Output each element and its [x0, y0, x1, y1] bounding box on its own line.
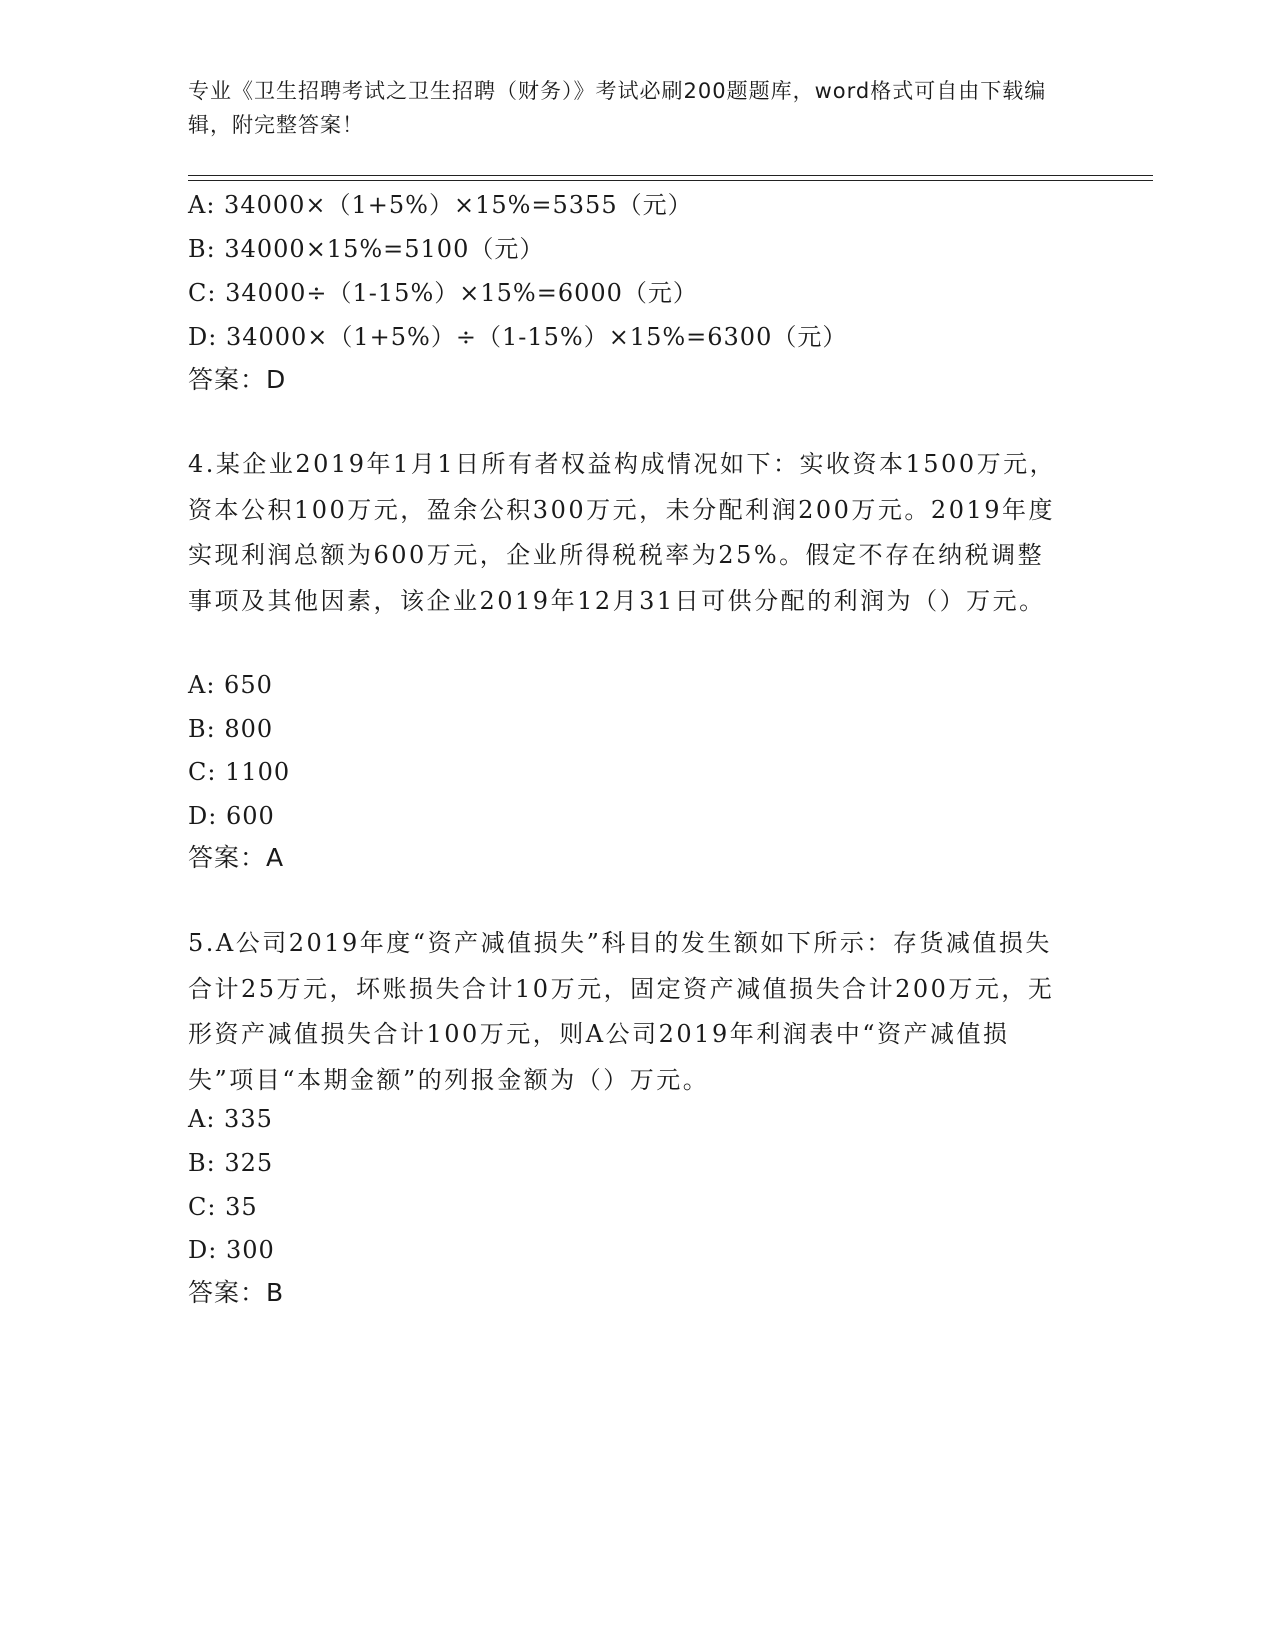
- q5-option-c: C: 35: [188, 1193, 258, 1221]
- q3-option-c: C: 34000÷（1-15%）×15%=6000（元）: [188, 279, 698, 307]
- q4-option-b: B: 800: [188, 715, 274, 743]
- header-divider-bottom: [188, 180, 1153, 181]
- q3-option-b: B: 34000×15%=5100（元）: [188, 235, 545, 263]
- q5-option-b: B: 325: [188, 1149, 274, 1177]
- q3-option-d: D: 34000×（1+5%）÷（1-15%）×15%=6300（元）: [188, 323, 848, 351]
- header-divider-top: [188, 175, 1153, 176]
- q4-option-d: D: 600: [188, 802, 275, 830]
- q4-answer: 答案：A: [188, 843, 285, 872]
- q5-option-d: D: 300: [188, 1236, 275, 1264]
- q4-option-a: A: 650: [188, 671, 273, 699]
- document-header: 专业《卫生招聘考试之卫生招聘（财务）》考试必刷200题题库，word格式可自由下载编辑，附完整答案！: [188, 79, 1047, 137]
- q5-stem: 5.A公司2019年度“资产减值损失”科目的发生额如下所示：存货减值损失合计25万元，坏账损失合计10万元，固定资产减值损失合计200万元，无形资产减值损失合计100万元，则A公司2019年利润表中“资产减值损失”项目“本期金额”的列报金额为（）万元。: [188, 929, 1055, 1094]
- q5-answer: 答案：B: [188, 1278, 285, 1307]
- q4-option-c: C: 1100: [188, 758, 291, 786]
- q4-stem: 4.某企业2019年1月1日所有者权益构成情况如下：实收资本1500万元，资本公积100万元，盈余公积300万元，未分配利润200万元。2019年度实现利润总额为600万元，企业所得税税率为25%。假定不存在纳税调整事项及其他因素，该企业2019年12月31日可供分配的利润为（）万元。: [188, 450, 1057, 615]
- q5-option-a: A: 335: [188, 1105, 273, 1133]
- q3-option-a: A: 34000×（1+5%）×15%=5355（元）: [188, 191, 693, 219]
- q3-answer: 答案：D: [188, 365, 287, 394]
